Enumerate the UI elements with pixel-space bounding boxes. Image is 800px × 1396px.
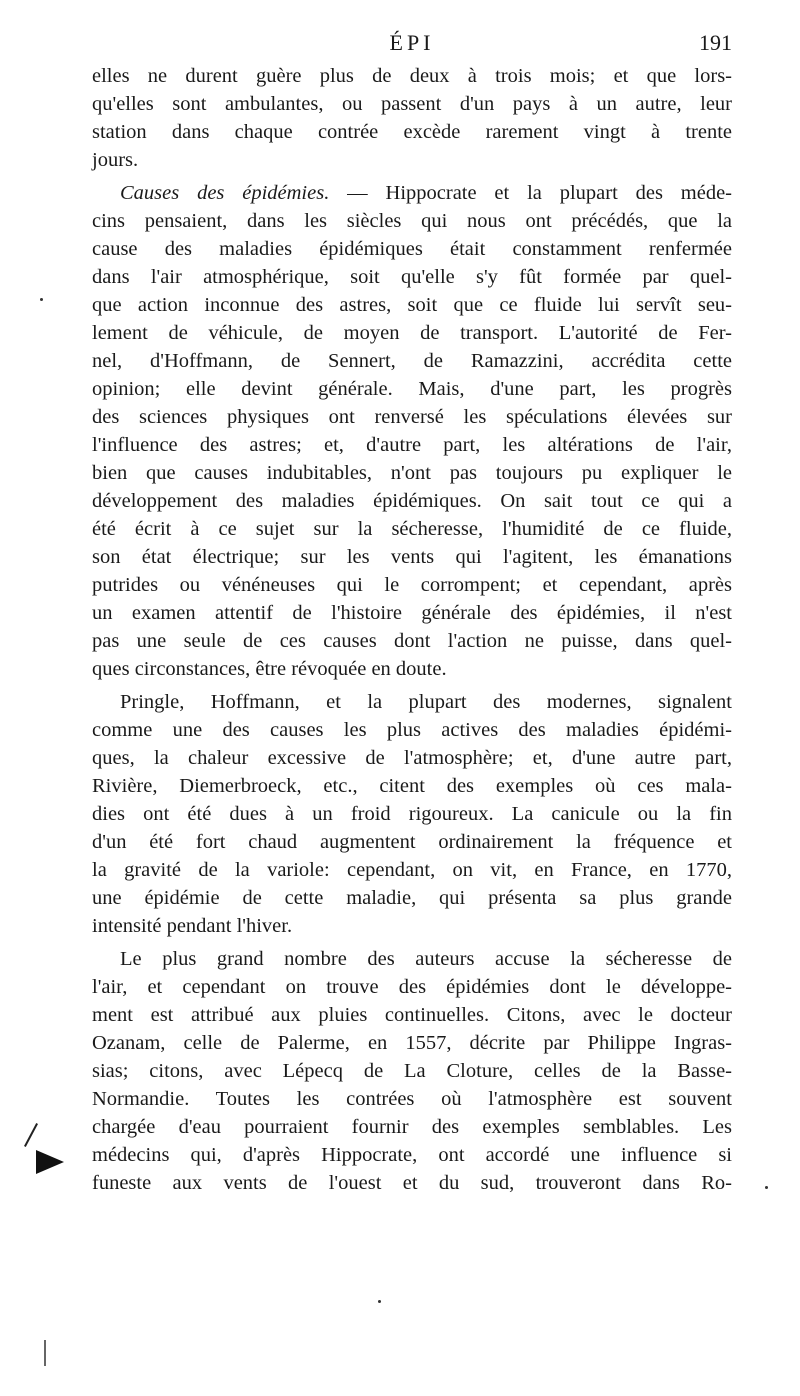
text-line: l'influence des astres; et, d'autre part, les altérations de l'air, [92,434,732,456]
running-title: ÉPI [389,30,435,55]
text-line: Normandie. Toutes les contrées où l'atmosphère est souvent [92,1088,732,1110]
text-run: — Hippocrate et la plupart des méde- [329,182,732,204]
margin-dot-mark [378,1300,381,1303]
section-heading: Causes des épidémies. [120,182,330,204]
text-line: ment est attribué aux pluies continuelles. Citons, avec le docteur [92,1004,732,1026]
text-line: cause des maladies épidémiques était constamment renfermée [92,238,732,260]
running-head [92,30,732,60]
text-line: été écrit à ce sujet sur la sécheresse, l'humidité de ce fluide, [92,518,732,540]
text-line: ques circonstances, être révoquée en doute. [92,658,447,680]
page-number: 191 [699,30,732,55]
margin-bar-mark [44,1340,46,1366]
text-line: opinion; elle devint générale. Mais, d'une part, les progrès [92,378,732,400]
text-line: la gravité de la variole: cependant, on vit, en France, en 1770, [92,859,732,881]
text-line: un examen attentif de l'histoire générale des épidémies, il n'est [92,602,732,624]
text-line: dies ont été dues à un froid rigoureux. La canicule ou la fin [92,803,732,825]
margin-arrow-mark [36,1150,64,1174]
text-line: d'un été fort chaud augmentent ordinairement la fréquence et [92,831,732,853]
text-line: l'air, et cependant on trouve des épidémies dont le développe- [92,976,732,998]
text-line: Le plus grand nombre des auteurs accuse la sécheresse de [120,948,732,970]
paragraph [92,179,732,683]
text-line: Rivière, Diemerbroeck, etc., citent des exemples où ces mala- [92,775,732,797]
text-line: sias; citons, avec Lépecq de La Cloture, celles de la Basse- [92,1060,732,1082]
text-line: putrides ou vénéneuses qui le corrompent; et cependant, après [92,574,732,596]
text-line: des sciences physiques ont renversé les spéculations élevées sur [92,406,732,428]
text-line: une épidémie de cette maladie, qui présenta sa plus grande [92,887,732,909]
section-heading-line [92,179,732,207]
text-line: jours. [92,149,139,171]
text-line: que action inconnue des astres, soit que ce fluide lui servît seu- [92,294,732,316]
text-line: Ozanam, celle de Palerme, en 1557, décrite par Philippe Ingras- [92,1032,732,1054]
text-line: dans l'air atmosphérique, soit qu'elle s'y fût formée par quel- [92,266,732,288]
text-line: elles ne durent guère plus de deux à trois mois; et que lors- [92,65,732,87]
text-line: station dans chaque contrée excède rarement vingt à trente [92,121,732,143]
text-line: son état électrique; sur les vents qui l'agitent, les émanations [92,546,732,568]
text-line: médecins qui, d'après Hippocrate, ont accordé une influence si [92,1144,732,1166]
text-line: lement de véhicule, de moyen de transport. L'autorité de Fer- [92,322,732,344]
text-line: ques, la chaleur excessive de l'atmosphère; et, d'une autre part, [92,747,732,769]
text-line: intensité pendant l'hiver. [92,915,293,937]
paragraph [92,945,732,1197]
text-line: bien que causes indubitables, n'ont pas toujours pu expliquer le [92,462,732,484]
text-line: pas une seule de ces causes dont l'action ne puisse, dans quel- [92,630,732,652]
paragraph [92,62,732,174]
margin-dot-mark [40,298,43,301]
text-line: nel, d'Hoffmann, de Sennert, de Ramazzini, accrédita cette [92,350,732,372]
text-line: cins pensaient, dans les siècles qui nous ont précédés, que la [92,210,732,232]
text-line: Pringle, Hoffmann, et la plupart des modernes, signalent [120,691,732,713]
text-line: développement des maladies épidémiques. On sait tout ce qui a [92,490,732,512]
paragraph [92,688,732,940]
text-line: comme une des causes les plus actives des maladies épidémi- [92,719,732,741]
margin-slash-mark [24,1123,38,1147]
text-line: chargée d'eau pourraient fournir des exemples semblables. Les [92,1116,732,1138]
body-text [92,62,732,1197]
text-line: funeste aux vents de l'ouest et du sud, trouveront dans Ro- [92,1172,732,1194]
text-line: qu'elles sont ambulantes, ou passent d'un pays à un autre, leur [92,93,732,115]
margin-dot-mark [765,1186,768,1189]
